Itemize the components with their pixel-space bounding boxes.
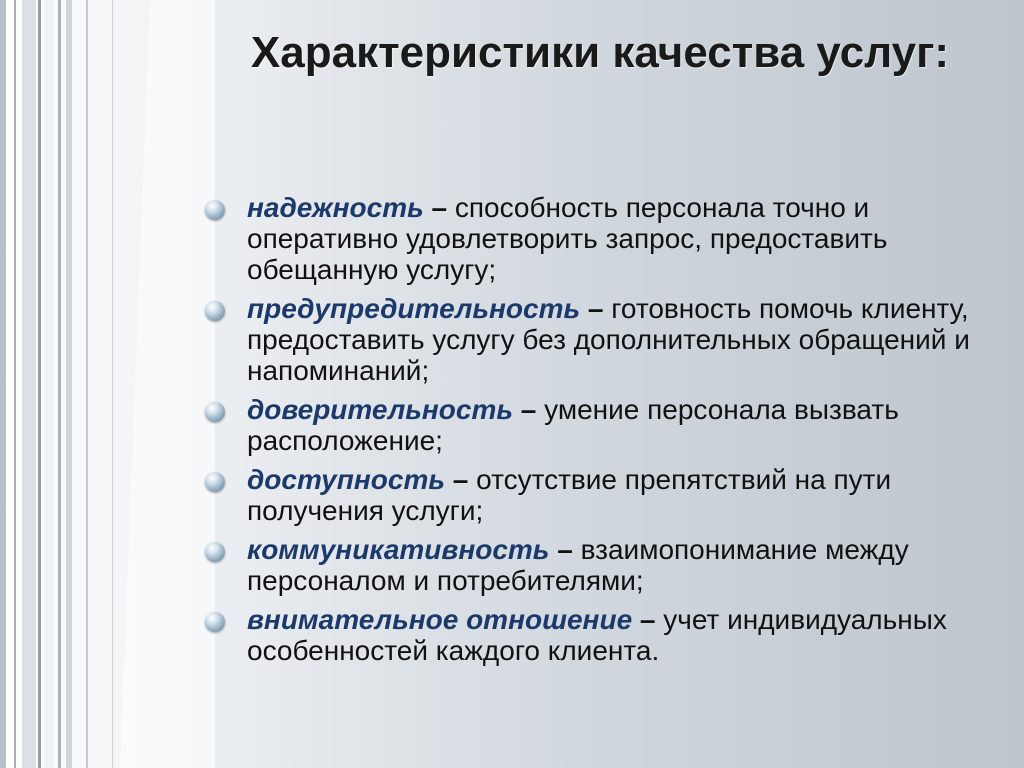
bullet-term: внимательное отношение [247,604,633,635]
bullet-term: доверительность [247,394,513,425]
sphere-bullet-icon [205,402,225,422]
bullet-dash: – [444,464,477,495]
sphere-bullet-icon [205,612,225,632]
bullet-item-dostupnost [205,464,1015,526]
sphere-bullet-icon [205,200,225,220]
bullet-dash: – [580,293,612,324]
bullet-item-nadezhnost [205,192,1015,285]
bullet-term: надежность [247,192,424,223]
sphere-bullet-icon [205,301,225,321]
bullet-item-kommunikativnost [205,534,1015,596]
bullet-term: коммуникативность [247,534,550,565]
bullet-dash: – [513,394,545,425]
bullet-description: взаимопонимание между персоналом и потребителями; [247,534,909,596]
bullet-description: умение персонала вызвать расположение; [247,394,899,456]
sphere-bullet-icon [205,542,225,562]
bullet-dash: – [632,604,664,635]
bullet-description: учет индивидуальных особенностей каждого клиента. [247,604,947,666]
bullet-term: доступность [247,464,445,495]
bullet-description: готовность помочь клиенту, предоставить услугу без дополнительных обращений и напоминаний; [247,293,970,386]
bullet-item-vnimatelnoe-otnoshenie [205,604,1015,666]
bullet-dash: – [423,192,455,223]
bullet-description: способность персонала точно и оперативно удовлетворить запрос, предоставить обещанную услугу; [247,192,888,285]
bullet-dash: – [549,534,581,565]
bullet-description: отсутствие препятствий на пути получения услуги; [247,464,892,526]
bullet-item-predupreditelnost [205,293,1015,386]
bullet-list [205,192,1015,674]
sphere-bullet-icon [205,472,225,492]
slide-title: Характеристики качества услуг: [250,28,950,77]
bullet-item-doveritelnost [205,394,1015,456]
bullet-term: предупредительность [247,293,581,324]
